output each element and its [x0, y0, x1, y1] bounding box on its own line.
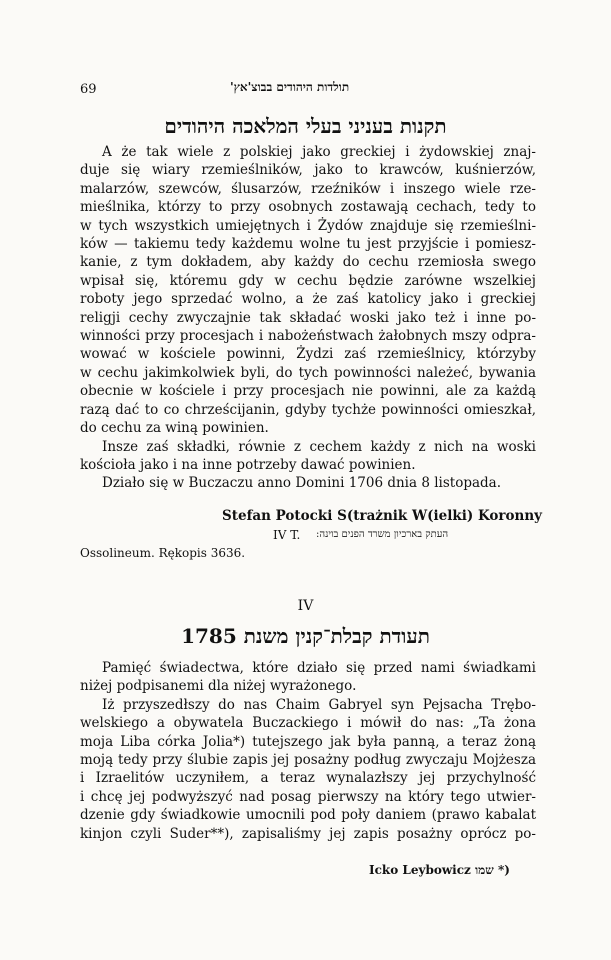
text-line: w cechu jakimkolwiek byli, do tych powinności należeć, bywania — [80, 364, 536, 381]
text-line: A że tak wiele z polskiej jako greckiej i żydowskiej znaj- — [102, 144, 536, 160]
text-line: duje się wiary rzemieślników, jako to krawców, kuśnierzów, — [80, 162, 536, 179]
text-line: malarzów, szewców, ślusarzów, rzeźników i inszego wiele rze- — [80, 180, 536, 197]
footnote-name: Icko Leybowicz — [369, 863, 471, 877]
text-line: do cechu za winą powinien. — [80, 420, 269, 437]
page-number: 69 — [80, 82, 97, 97]
text-line: winności przy procesjach i nabożeństwach żałobnych mszy odpra- — [80, 328, 536, 345]
text-line: i chcę jej podwyższyć nad posag pierwszy na który tego utwier- — [80, 788, 536, 805]
text-line: obecnie w kościele i przy procesjach nie powinni, ale za każdą — [80, 383, 536, 400]
signature: Stefan Potocki S(trażnik W(ielki) Koronny — [222, 508, 542, 524]
hebrew-archive-note: העתק בארכיון משרד הפנים בוינה: — [316, 529, 449, 540]
text-line: kościoła jako i na inne potrzeby dawać powinien. — [80, 456, 416, 473]
running-title: תולדות היהודים בבוצ'אץ' — [230, 80, 350, 94]
text-line: moja Liba córka Jolia*) tutejszego jak była panną, a teraz żoną — [80, 733, 536, 750]
signature-suffix: IV T. — [273, 528, 301, 542]
text-line: ków — takiemu tedy każdemu wolne tu jest przyjście i pomiesz- — [80, 236, 536, 253]
text-line: kinjon czyli Suder**), zapisaliśmy jej zapis posażny oprócz po- — [80, 825, 536, 842]
section-title-certificate: תעודת קבלת־קנין משנת 1785 — [181, 624, 430, 648]
text-line: moją tedy przy ślubie zapis jej posażny podług zwyczaju Mojżesza — [80, 752, 536, 769]
text-line: niżej podpisanemi dla niżej wyrażonego. — [80, 678, 357, 695]
footnote-marker: *) — [497, 863, 510, 877]
text-line: i Izraelitów uczyniłem, a teraz wynalazłszy jej przychylność — [80, 770, 536, 787]
text-line: Pamięć świadectwa, które działo się przed nami świadkami — [102, 660, 536, 676]
footnote-hebrew: שמו — [475, 863, 494, 877]
text-line: dzenie gdy świadkowie umocnili pod poły daniem (prawo kabalat — [80, 807, 536, 824]
text-line: Działo się w Buczaczu anno Domini 1706 dnia 8 listopada. — [102, 475, 502, 492]
text-line: Iż przyszedłszy do nas Chaim Gabryel syn Pejsacha Trębo- — [102, 696, 536, 713]
text-line: w tych wszystkich umiejętnych i Żydów znajduje się rzemieślni- — [80, 217, 536, 234]
text-line: roboty jego sprzedać wolno, a że zaś katolicy jako i greckiej — [80, 291, 536, 308]
text-line: kanie, z tym dokładem, aby każdy do cechu rzemiosła swego — [80, 254, 536, 271]
section-numeral: IV — [297, 598, 314, 614]
text-line: welskiego a obywatela Buczackiego i mówił do nas: „Ta żona — [80, 715, 536, 732]
text-line: religji cechy zwyczajnie tak składać woski jako też i inne po- — [80, 309, 536, 326]
text-line: mieślnika, którzy to przy osobnych zostawają cechach, tedy to — [80, 199, 536, 216]
text-line: wpisał się, któremu gdy w cechu będzie zarówne wszelkiej — [80, 272, 536, 289]
footnote — [369, 863, 510, 878]
text-line: wować w kościele powinni, Żydzi zaś rzemieślnicy, którzyby — [80, 346, 536, 363]
text-line: razą dać to co chrześcijanin, gdyby tychże powinności omieszkał, — [80, 401, 536, 418]
archive-reference: Ossolineum. Rękopis 3636. — [80, 546, 246, 560]
section2-body — [80, 659, 536, 843]
text-line: Insze zaś składki, równie z cechem każdy z nich na woski — [102, 438, 536, 455]
section-title-regulations: תקנות בעניני בעלי המלאכה היהודים — [164, 114, 447, 138]
section1-body — [80, 143, 536, 493]
